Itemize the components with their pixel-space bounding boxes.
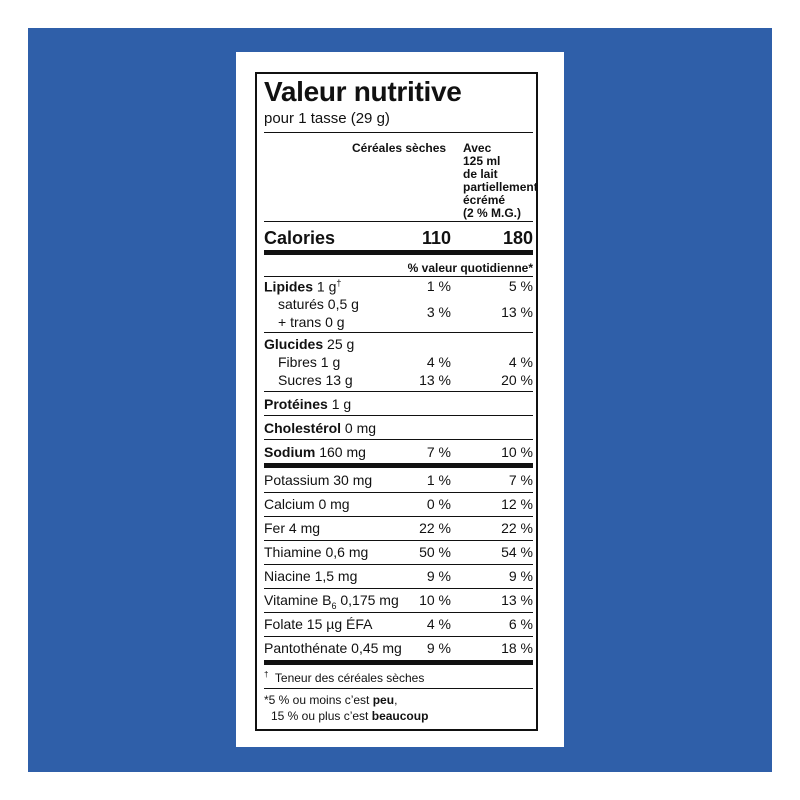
thick-divider [264, 463, 533, 468]
divider [264, 415, 533, 416]
footnote-dagger: † Teneur des céréales sèches [264, 670, 425, 685]
divider [264, 636, 533, 637]
divider [264, 612, 533, 613]
divider [264, 439, 533, 440]
nutrition-facts-table: Valeur nutritive pour 1 tasse (29 g) Céréales sèches Avec 125 ml de lait partiellement écrémé (2 % M.G.) Calories 110 180 % valeur quotidienne* Lipides 1 g† 1 % 5 % saturés 0,5 g 3 % 13 % + trans 0 g Glucides 25 g Fibres 1 g 4 % 4 % Sucres 13 g 13 % 20 % Protéines 1 g Cholestérol 0 mg Sodium 160 mg 7 % 10 % Potassium 30 mg 1 % 7 % Calcium 0 mg 0 % 12 % Fer 4 mg 22 % 22 % Thiamine 0,6 mg 50 % 54 % Niacine 1,5 mg 9 % 9 % Vitamine $B_6$ 0,175 mg 10 % 13 % Folate 15 µg ÉFA 4 % 6 % Pantothénate 0,45 mg 9 % 18 % † Teneur des céréales sèches *5 % ou moins c’est peu, 15 % ou plus c’est beaucoup [255, 72, 538, 731]
thick-divider [264, 660, 533, 665]
divider [264, 688, 533, 689]
daily-value-header: % valeur quotidienne* [407, 261, 533, 275]
divider [264, 516, 533, 517]
footnote-daily-value: *5 % ou moins c’est peu, 15 % ou plus c’est beaucoup [264, 693, 429, 723]
divider [264, 391, 533, 392]
divider [264, 276, 533, 277]
divider [264, 221, 533, 222]
divider [264, 132, 533, 133]
divider [264, 564, 533, 565]
label-title: Valeur nutritive [264, 76, 462, 107]
column-header-dry: Céréales sèches [352, 141, 447, 155]
divider [264, 492, 533, 493]
serving-size: pour 1 tasse (29 g) [264, 110, 390, 127]
divider [264, 332, 533, 333]
thick-divider [264, 250, 533, 255]
divider [264, 540, 533, 541]
column-header-milk: Avec 125 ml de lait partiellement écrémé (2 % M.G.) [463, 141, 538, 220]
divider [264, 588, 533, 589]
